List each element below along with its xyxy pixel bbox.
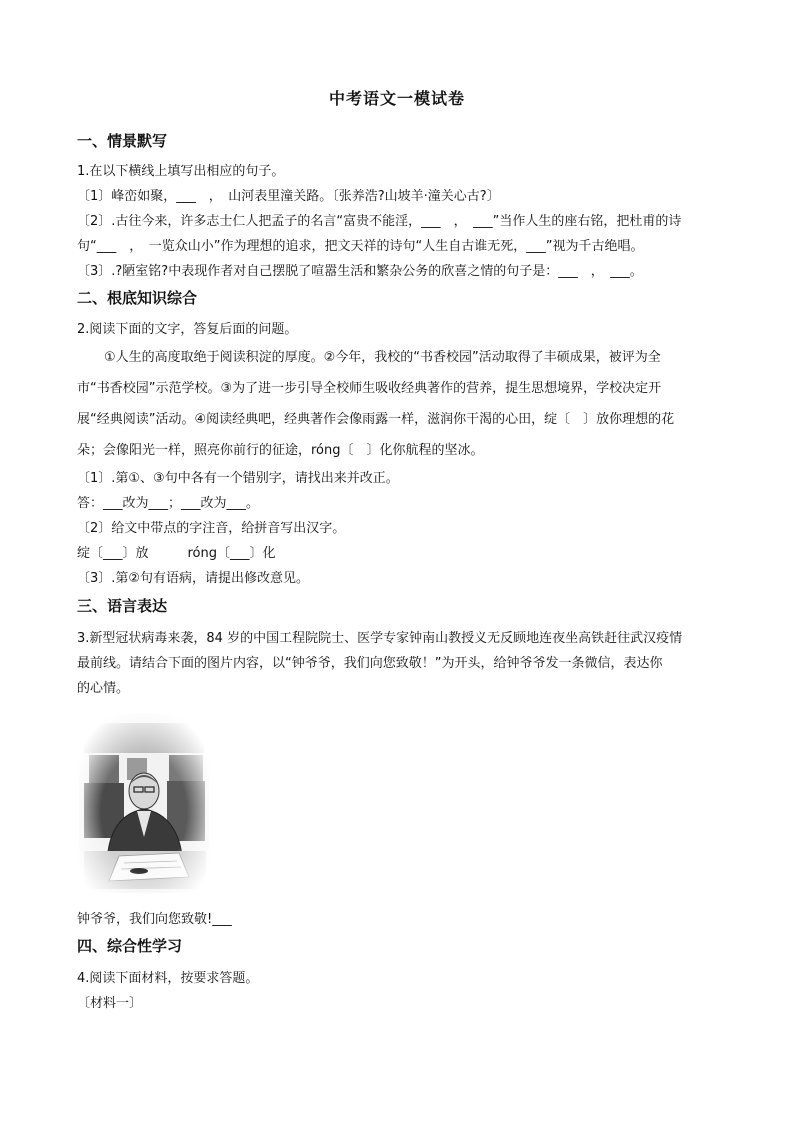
q3-prompt-line: 3.新型冠状病毒来袭，84 岁的中国工程院院士、医学专家钟南山教授义无反顾地连夜坐高铁赶往武汉疫情 [77,631,683,646]
q2-sub-2: 〔2〕给文中带点的字注音，给拼音写出汉字。 [77,521,346,536]
q2-pinyin-blanks: 绽〔___〕放 róng〔___〕化 [77,546,276,561]
q2-sub-3: 〔3〕.第②句有语病，请提出修改意见。 [77,571,310,586]
zhong-nanshan-photo [79,713,209,893]
q1-prompt: 1.在以下横线上填写出相应的句子。 [77,164,285,179]
q1-item-2-cont: 句“___ ， 一览众山小”作为理想的追求，把文天祥的诗句“人生自古谁无死，___”视为千古绝唱。 [77,239,644,254]
section-heading-2: 二、根底知识综合 [77,289,198,307]
q3-answer-line: 钟爷爷，我们向您致敬!___ [77,912,232,927]
q4-material-label: 〔材料一〕 [77,996,143,1011]
q3-prompt-line: 的心情。 [77,681,130,696]
section-heading-1: 一、情景默写 [77,132,168,150]
q2-answer: 答：___改为___；___改为___。 [77,496,260,511]
page-title: 中考语文一模试卷 [328,89,465,108]
section-heading-4: 四、综合性学习 [77,937,183,955]
q2-passage-line: ①人生的高度取绝于阅读积淀的厚度。②今年，我校的“书香校园”活动取得了丰硕成果，被评为全 [104,350,661,365]
q2-prompt: 2.阅读下面的文字，答复后面的问题。 [77,322,298,337]
q2-passage-line: 市“书香校园”示范学校。③为了进一步引导全校师生吸收经典著作的营养，提生思想境界，学校决定开 [77,381,662,396]
q2-passage-line: 展“经典阅读”活动。④阅读经典吧，经典著作会像雨露一样，滋润你干渴的心田，绽〔 〕放你理想的花 [77,412,675,427]
q2-sub-1: 〔1〕.第①、③句中各有一个错别字，请找出来并改正。 [77,471,399,486]
q1-item-3: 〔3〕.?陋室铭?中表现作者对自己摆脱了喧嚣生活和繁杂公务的欣喜之情的句子是：___ ， ___。 [77,264,643,279]
q4-prompt: 4.阅读下面材料，按要求答题。 [77,971,259,986]
q1-item-2: 〔2〕.古往今来，许多志士仁人把孟子的名言“富贵不能淫，___ ， ___”当作人生的座右铭，把杜甫的诗 [77,214,682,229]
section-heading-3: 三、语言表达 [77,597,168,615]
q3-prompt-line: 最前线。请结合下面的图片内容，以“钟爷爷，我们向您致敬！”为开头，给钟爷爷发一条微信，表达你 [77,656,663,671]
q1-item-1: 〔1〕峰峦如聚，___ ， 山河表里潼关路。〔张养浩?山坡羊·潼关心古?〕 [77,189,500,204]
q2-passage-line: 朵；会像阳光一样，照亮你前行的征途，róng〔 〕化你航程的坚冰。 [77,443,484,458]
